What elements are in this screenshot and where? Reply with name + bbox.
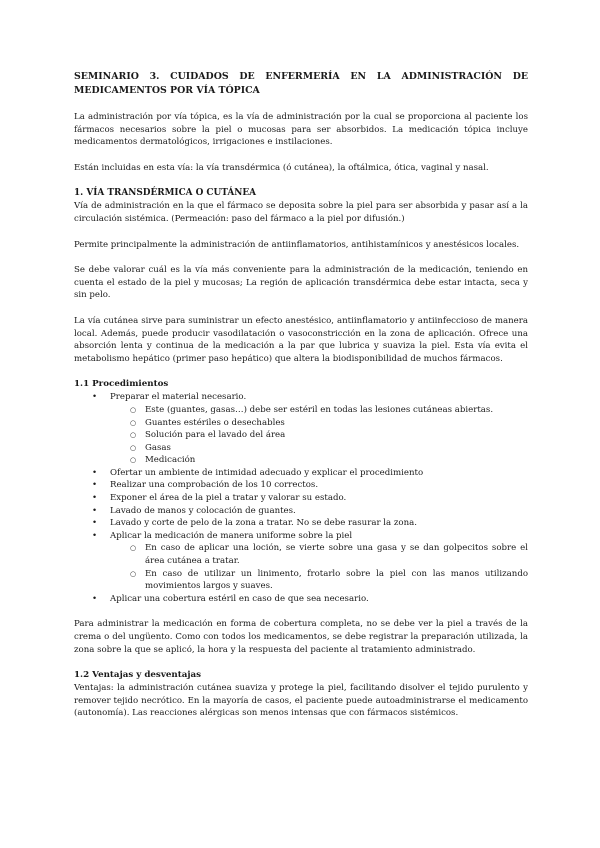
body-paragraph: Permite principalmente la administración de antiinflamatorios, antihistamínicos y anestésicos locales. <box>74 239 520 250</box>
list-item: • Lavado de manos y colocación de guantes. <box>74 505 528 518</box>
list-item: ○ Este (guantes, gasas…) debe ser estéril en todas las lesiones cutáneas abiertas. <box>110 404 528 417</box>
subsection-heading: 1.2 Ventajas y desventajas <box>74 670 202 681</box>
intro-paragraph: Están incluidas en esta vía: la vía transdérmica (ó cutánea), la oftálmica, ótica, vaginal y nasal. <box>74 162 489 173</box>
list-item: • Exponer el área de la piel a tratar y valorar su estado. <box>74 492 528 505</box>
list-item: ○ Solución para el lavado del área <box>110 429 528 442</box>
application-sublist <box>110 542 528 592</box>
body-paragraph: La vía cutánea sirve para suministrar un efecto anestésico, antiinflamatorio y antiinfeccioso de manera local. Además, puede producir vasodilatación o vasoconstricción en la zona de aplicación. Ofrece una absorción lenta y continua de la medicación a la par que lubrica y suaviza la piel. Esta vía evita el metabolismo hepático (primer paso hepático) que altera la biodisponibilidad de muchos fármacos. <box>74 315 528 364</box>
body-paragraph: Vía de administración en la que el fármaco se deposita sobre la piel para ser absorbida y pasar así a la circulación sistémica. (Permeación: paso del fármaco a la piel por difusión.) <box>74 201 528 224</box>
list-item <box>74 530 528 593</box>
list-item: ○ Medicación <box>110 454 528 467</box>
list-item-text: Aplicar la medicación de manera uniforme sobre la piel <box>110 530 353 541</box>
list-item: • Ofertar un ambiente de intimidad adecuado y explicar el procedimiento <box>74 467 528 480</box>
body-paragraph: Para administrar la medicación en forma de cobertura completa, no se debe ver la piel a través de la crema o del ungüento. Como con todos los medicamentos, se debe registrar la preparación utilizada, la zona sobre la que se aplicó, la hora y la respuesta del paciente al tratamiento administrado. <box>74 619 528 655</box>
list-item: • Lavado y corte de pelo de la zona a tratar. No se debe rasurar la zona. <box>74 517 528 530</box>
list-item: ○ Gasas <box>110 442 528 455</box>
list-item: ○ En caso de utilizar un linimento, frotarlo sobre la piel con las manos utilizando movimientos largos y suaves. <box>110 568 528 593</box>
procedure-list <box>74 391 528 605</box>
intro-paragraph: La administración por vía tópica, es la vía de administración por la cual se proporciona al paciente los fármacos necesarios sobre la piel o mucosas para ser absorbidos. La medicación tópica incluye medicamentos dermatológicos, irrigaciones e instilaciones. <box>74 112 528 148</box>
subsection-heading: 1.1 Procedimientos <box>74 379 169 390</box>
body-paragraph: Ventajas: la administración cutánea suaviza y protege la piel, facilitando disolver el tejido purulento y remover tejido necrótico. En la mayoría de casos, el paciente puede autoadministrarse el medicamento (autonomía). Las reacciones alérgicas son menos intensas que con fármacos sistémicos. <box>74 683 528 719</box>
materials-sublist <box>110 404 528 467</box>
list-item <box>74 391 528 467</box>
list-item: ○ Guantes estériles o desechables <box>110 417 528 430</box>
body-paragraph: Se debe valorar cuál es la vía más conveniente para la administración de la medicación, teniendo en cuenta el estado de la piel y mucosas; La región de aplicación transdérmica debe estar intacta, seca y sin pelo. <box>74 265 528 301</box>
list-item: ○ En caso de aplicar una loción, se vierte sobre una gasa y se dan golpecitos sobre el área cutánea a tratar. <box>110 542 528 567</box>
section-heading: 1. VÍA TRANSDÉRMICA O CUTÁNEA <box>74 188 256 199</box>
page-title: SEMINARIO 3. CUIDADOS DE ENFERMERÍA EN LA ADMINISTRACIÓN DE MEDICAMENTOS POR VÍA TÓPICA <box>74 71 528 96</box>
list-item-text: Preparar el material necesario. <box>110 392 247 403</box>
list-item: • Realizar una comprobación de los 10 correctos. <box>74 479 528 492</box>
list-item: • Aplicar una cobertura estéril en caso de que sea necesario. <box>74 593 528 606</box>
